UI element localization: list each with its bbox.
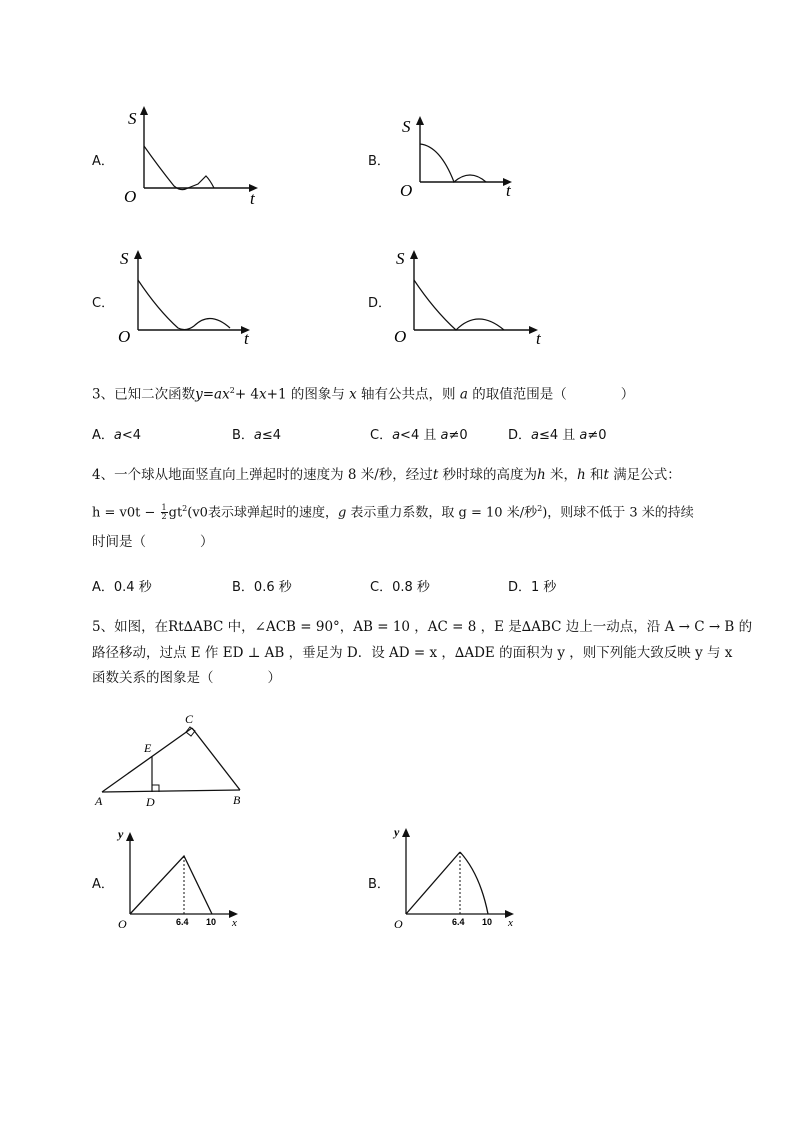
o-label: O [124,187,137,206]
q5-line3: 函数关系的图象是（ ） [92,670,281,686]
q3-option-c[interactable]: C．a<4 且 a≠0 [370,428,468,443]
s-label: S [396,249,405,268]
y-arrow [140,106,148,115]
label-c: C [185,712,194,726]
q4-line2: h = v0t − $\frac{1}{2}$ $gt^2(v0$表示球弹起时的速度，g 表示重力系数，取 g = 10 米/秒$^2$)，则球不低于 3 米的持续 [92,503,694,522]
t-label: t [250,189,255,208]
side-cb [192,728,240,790]
label-d: D [146,795,155,809]
tick-6-4: 6.4 [176,917,189,927]
s-label: S [128,109,137,128]
y-arrow [410,250,418,259]
o-label: O [394,917,403,930]
graph-line [130,856,212,914]
graph-line-rise [406,852,460,914]
q3-option-a[interactable]: A．a<4 [92,428,142,443]
curve [414,280,504,330]
q2-graph-d [394,246,554,348]
t-label: t [506,181,511,200]
curve [144,146,214,190]
q4-option-d[interactable]: D．1 秒 [508,580,557,595]
q3-stem: 3、已知二次函数$y=ax^2+ 4x+1$ 的图象与 x 轴有公共点，则 a 的取值范围是（ ） [92,386,635,403]
q2-graph-c [118,246,268,348]
y-arrow [402,828,410,837]
t-label: t [244,329,249,348]
side-ac [102,728,192,792]
tick-10: 10 [482,917,493,927]
q2-option-c-label: C． [92,296,115,311]
q4-option-c[interactable]: C．0.8 秒 [370,580,430,595]
s-label: S [120,249,129,268]
t-label: t [536,329,541,348]
fraction-half: $\frac{1}{2}$ [161,503,167,522]
q5-option-b-label: B． [368,877,390,892]
y-arrow [126,832,134,841]
o-label: O [118,327,131,346]
q5-graph-a [114,826,250,930]
curve [420,144,486,182]
q4-option-b[interactable]: B．0.6 秒 [232,580,292,595]
q4-line1: 4、一个球从地面竖直向上弹起时的速度为 8 米/秒，经过t 秒时球的高度为h 米，h 和t 满足公式： [92,467,681,483]
label-b: B [233,793,241,807]
q3-option-b[interactable]: B．a≤4 [232,428,282,443]
q2-option-d-label: D． [368,296,392,311]
q3-option-d[interactable]: D．a≤4 且 a≠0 [508,428,607,443]
y-label: y [118,827,124,841]
x-label: x [232,917,237,929]
y-arrow [134,250,142,259]
q2-option-b-label: B． [368,154,390,169]
q2-option-a-label: A． [92,154,114,169]
q4-line3: 时间是（ ） [92,534,214,550]
q5-triangle-figure [88,708,258,812]
q5-option-a-label: A． [92,877,114,892]
tick-6-4: 6.4 [452,917,465,927]
o-label: O [400,181,413,200]
curve [138,280,230,330]
q5-line1: 5、如图，在Rt∆ABC 中，∠ACB = 90°，AB = 10 ，AC = 8 ，E 是∆ABC 边上一动点，沿 A → C → B 的 [92,619,753,635]
tick-10: 10 [206,917,217,927]
q2-graph-b [396,112,526,204]
q2-graph-a [118,104,268,208]
y-label: y [394,826,400,839]
label-e: E [144,741,152,755]
side-ab [102,790,240,792]
q5-line2: 路径移动，过点 E 作 ED ⊥ AB ，垂足为 D．设 AD = x ，∆ADE 的面积为 y ，则下列能大致反映 y 与 x [92,645,733,661]
x-label: x [508,917,513,929]
s-label: S [402,117,411,136]
q5-graph-b [390,826,526,930]
q4-option-a[interactable]: A．0.4 秒 [92,580,152,595]
o-label: O [394,327,407,346]
graph-curve-fall [460,852,488,914]
label-a: A [95,794,103,808]
o-label: O [118,917,127,930]
y-arrow [416,116,424,125]
